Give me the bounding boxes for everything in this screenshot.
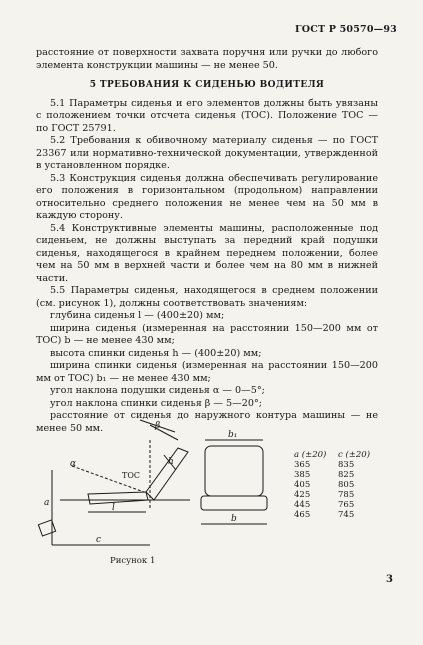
paragraph-5-1: 5.1 Параметры сиденья и его элементов должны быть увязаны с положением точки отсчета сиденья (ТОС). Положение ТОС — по ГОСТ 25791.	[36, 97, 378, 134]
label-alpha: α	[70, 459, 77, 469]
table-row	[294, 490, 370, 500]
seat-back	[146, 448, 188, 500]
page-number: 3	[386, 574, 393, 585]
param-clearance: расстояние от сиденья до наружного контура машины — не менее 50 мм.	[36, 410, 378, 434]
table-cell: 745	[338, 510, 355, 520]
label-a: a	[44, 498, 50, 508]
table-cell: 835	[338, 460, 355, 470]
table-cell: 765	[338, 500, 355, 510]
figure-caption: Рисунок 1	[110, 556, 156, 566]
table-row	[294, 470, 370, 480]
seat-cushion-front	[201, 496, 267, 510]
table-cell: 365	[294, 460, 311, 470]
table-row	[294, 510, 370, 520]
table-row	[294, 480, 370, 490]
param-seat-depth: глубина сиденья l — (400±20) мм;	[50, 310, 225, 321]
table-cell: 385	[294, 470, 311, 480]
param-seat-width: ширина сиденья (измеренная на расстоянии 150—200 мм от ТОС) b — не менее 430 мм;	[36, 322, 378, 346]
paragraph-5-2: 5.2 Требования к обивочному материалу сиденья — по ГОСТ 23367 или нормативно-технической документации, утвержденной в установленном порядке.	[36, 135, 378, 171]
table-row	[294, 500, 370, 510]
dimension-table	[294, 450, 370, 520]
table-cell: 465	[294, 510, 311, 520]
table-cell: 825	[338, 470, 355, 480]
table-cell: 785	[338, 490, 355, 500]
param-back-width: ширина спинки сиденья (измеренная на расстоянии 150—200 мм от ТОС) b₁ — не менее 430 мм;	[36, 360, 378, 384]
table-header-a: a (±20)	[294, 450, 327, 460]
section-title: 5 ТРЕБОВАНИЯ К СИДЕНЬЮ ВОДИТЕЛЯ	[89, 80, 325, 90]
table-row	[294, 460, 370, 470]
table-header-c: c (±20)	[338, 450, 371, 460]
label-b: b	[231, 514, 237, 524]
pedal-shape	[38, 520, 55, 536]
paragraph-5-3: 5.3 Конструкция сиденья должна обеспечивать регулирование его положения в горизонтальном (продольном) направлении относительно среднего положения не менее чем на 50 мм в каждую сторону.	[36, 172, 378, 221]
param-cushion-angle: угол наклона подушки сиденья α — 0—5°;	[50, 385, 265, 396]
table-cell: 405	[294, 480, 311, 490]
label-tos: ТОС	[122, 471, 141, 480]
doc-header: ГОСТ Р 50570—93	[295, 24, 397, 35]
seat-back-front	[205, 446, 263, 496]
param-back-angle: угол наклона спинки сиденья β — 5—20°;	[50, 397, 262, 409]
seat-cushion	[88, 492, 148, 504]
label-l: l	[112, 503, 115, 513]
label-beta: β	[155, 421, 161, 431]
label-b1: b₁	[228, 430, 238, 440]
param-back-height: высота спинки сиденья h — (400±20) мм;	[50, 347, 262, 359]
paragraph-5-5: 5.5 Параметры сиденья, находящегося в среднем положении (см. рисунок 1), должны соответствовать значениям:	[36, 285, 378, 309]
table-cell: 425	[294, 490, 311, 500]
paragraph-5-4: 5.4 Конструктивные элементы машины, расположенные под сиденьем, не должны выступать за передний край подушки сиденья, находящегося в крайнем переднем положении, более чем на 50 мм в верхней части и более чем на 80 мм в нижней части.	[36, 222, 378, 284]
table-cell: 445	[294, 500, 311, 510]
label-c: c	[96, 535, 102, 545]
intro-text: расстояние от поверхности захвата поручня или ручки до любого элемента конструкции машины — не менее 50.	[36, 47, 378, 71]
label-h: h	[168, 457, 174, 467]
table-cell: 805	[338, 480, 355, 490]
table-header-row	[294, 450, 370, 460]
